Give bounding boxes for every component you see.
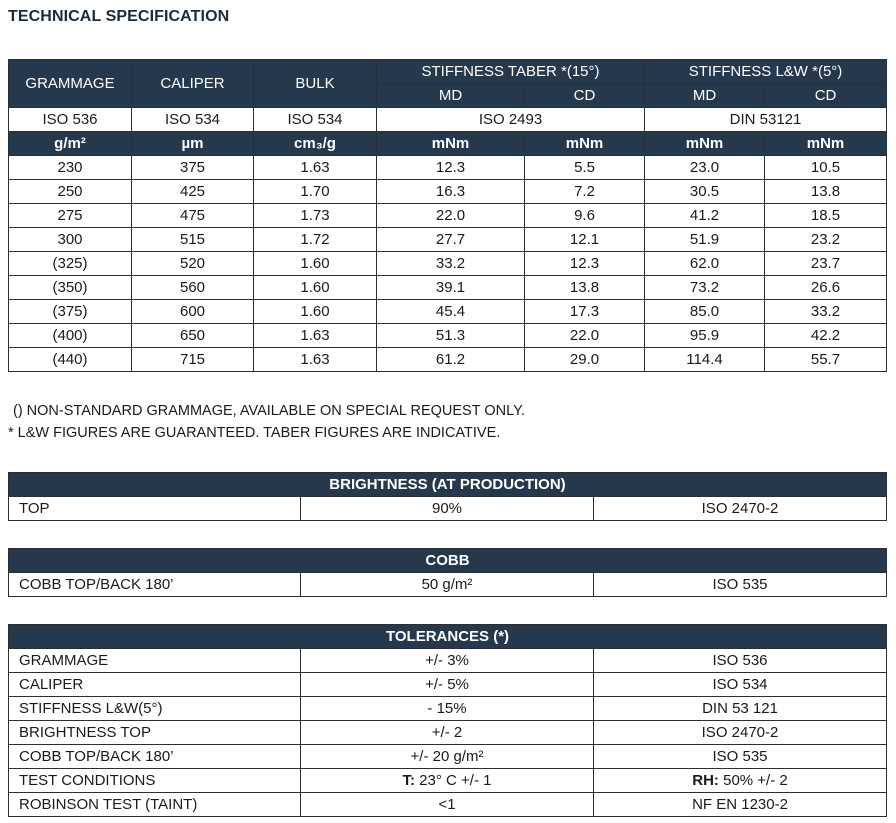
table-cell: 29.0 bbox=[525, 348, 645, 372]
tolerance-label: COBB TOP/BACK 180’ bbox=[9, 745, 301, 769]
standard-lw: DIN 53121 bbox=[645, 108, 887, 132]
robinson-label: ROBINSON TEST (TAINT) bbox=[9, 793, 301, 817]
table-row bbox=[9, 252, 887, 276]
unit-cell: mNm bbox=[645, 132, 765, 156]
table-row bbox=[9, 324, 887, 348]
header-lw-md: MD bbox=[645, 84, 765, 108]
table-cell: 230 bbox=[9, 156, 132, 180]
header-stiffness-taber: STIFFNESS TABER *(15°) bbox=[377, 60, 645, 84]
table-row bbox=[9, 180, 887, 204]
test-conditions-humidity bbox=[594, 769, 887, 793]
robinson-value: <1 bbox=[301, 793, 594, 817]
table-cell: 12.3 bbox=[377, 156, 525, 180]
robinson-standard: NF EN 1230-2 bbox=[594, 793, 887, 817]
humidity-label: RH: bbox=[692, 772, 719, 789]
table-cell: 250 bbox=[9, 180, 132, 204]
header-stiffness-lw: STIFFNESS L&W *(5°) bbox=[645, 60, 887, 84]
table-cell: 13.8 bbox=[765, 180, 887, 204]
standard-bulk: ISO 534 bbox=[254, 108, 377, 132]
table-cell: 45.4 bbox=[377, 300, 525, 324]
brightness-standard: ISO 2470-2 bbox=[594, 497, 887, 521]
cobb-label: COBB TOP/BACK 180’ bbox=[9, 573, 301, 597]
tolerance-value: +/- 3% bbox=[301, 649, 594, 673]
table-cell: (325) bbox=[9, 252, 132, 276]
tolerance-label: BRIGHTNESS TOP bbox=[9, 721, 301, 745]
table-cell: 62.0 bbox=[645, 252, 765, 276]
header-grammage: GRAMMAGE bbox=[9, 60, 132, 108]
table-cell: 7.2 bbox=[525, 180, 645, 204]
temperature-label: T: bbox=[402, 772, 416, 789]
table-cell: 12.1 bbox=[525, 228, 645, 252]
tolerance-label: CALIPER bbox=[9, 673, 301, 697]
table-cell: 715 bbox=[132, 348, 254, 372]
table-row bbox=[9, 673, 887, 697]
table-cell: 1.63 bbox=[254, 348, 377, 372]
table-row bbox=[9, 204, 887, 228]
table-cell: 51.3 bbox=[377, 324, 525, 348]
tolerance-standard: DIN 53 121 bbox=[594, 697, 887, 721]
table-cell: 600 bbox=[132, 300, 254, 324]
table-cell: 1.72 bbox=[254, 228, 377, 252]
cobb-table bbox=[8, 548, 887, 597]
table-row bbox=[9, 793, 887, 817]
standard-caliper: ISO 534 bbox=[132, 108, 254, 132]
tolerance-standard: ISO 535 bbox=[594, 745, 887, 769]
tolerance-standard: ISO 2470-2 bbox=[594, 721, 887, 745]
table-cell: 26.6 bbox=[765, 276, 887, 300]
unit-cell: mNm bbox=[377, 132, 525, 156]
table-cell: 18.5 bbox=[765, 204, 887, 228]
table-cell: 41.2 bbox=[645, 204, 765, 228]
table-row bbox=[9, 721, 887, 745]
table-cell: 22.0 bbox=[525, 324, 645, 348]
unit-cell: cm₃/g bbox=[254, 132, 377, 156]
page-title: TECHNICAL SPECIFICATION bbox=[8, 8, 230, 25]
test-conditions-label: TEST CONDITIONS bbox=[9, 769, 301, 793]
table-row bbox=[9, 745, 887, 769]
table-cell: 30.5 bbox=[645, 180, 765, 204]
table-cell: (350) bbox=[9, 276, 132, 300]
cobb-standard: ISO 535 bbox=[594, 573, 887, 597]
table-cell: 650 bbox=[132, 324, 254, 348]
header-taber-md: MD bbox=[377, 84, 525, 108]
table-cell: 1.60 bbox=[254, 276, 377, 300]
table-row bbox=[9, 228, 887, 252]
table-cell: 16.3 bbox=[377, 180, 525, 204]
table-cell: 17.3 bbox=[525, 300, 645, 324]
tolerance-standard: ISO 536 bbox=[594, 649, 887, 673]
table-cell: 39.1 bbox=[377, 276, 525, 300]
table-cell: 12.3 bbox=[525, 252, 645, 276]
table-cell: 1.70 bbox=[254, 180, 377, 204]
table-cell: 375 bbox=[132, 156, 254, 180]
table-row bbox=[9, 156, 887, 180]
tolerance-value: - 15% bbox=[301, 697, 594, 721]
unit-cell: mNm bbox=[765, 132, 887, 156]
brightness-title: BRIGHTNESS (AT PRODUCTION) bbox=[9, 473, 887, 497]
cobb-title: COBB bbox=[9, 549, 887, 573]
table-cell: (440) bbox=[9, 348, 132, 372]
table-cell: 33.2 bbox=[377, 252, 525, 276]
tolerances-table bbox=[8, 624, 887, 817]
table-row bbox=[9, 300, 887, 324]
table-cell: 1.63 bbox=[254, 324, 377, 348]
table-cell: 1.60 bbox=[254, 300, 377, 324]
table-row bbox=[9, 769, 887, 793]
unit-cell: mNm bbox=[525, 132, 645, 156]
table-cell: (400) bbox=[9, 324, 132, 348]
table-cell: (375) bbox=[9, 300, 132, 324]
table-cell: 275 bbox=[9, 204, 132, 228]
brightness-value: 90% bbox=[301, 497, 594, 521]
tolerances-title: TOLERANCES (*) bbox=[9, 625, 887, 649]
header-taber-cd: CD bbox=[525, 84, 645, 108]
humidity-value: 50% +/- 2 bbox=[718, 772, 788, 789]
notes bbox=[8, 400, 525, 444]
header-bulk: BULK bbox=[254, 60, 377, 108]
brightness-label: TOP bbox=[9, 497, 301, 521]
unit-cell: µm bbox=[132, 132, 254, 156]
table-cell: 520 bbox=[132, 252, 254, 276]
cobb-value: 50 g/m² bbox=[301, 573, 594, 597]
standard-grammage: ISO 536 bbox=[9, 108, 132, 132]
table-row bbox=[9, 573, 887, 597]
tolerance-value: +/- 2 bbox=[301, 721, 594, 745]
table-cell: 61.2 bbox=[377, 348, 525, 372]
note-guarantee: * L&W FIGURES ARE GUARANTEED. TABER FIGURES ARE INDICATIVE. bbox=[8, 425, 501, 441]
table-cell: 55.7 bbox=[765, 348, 887, 372]
table-cell: 425 bbox=[132, 180, 254, 204]
tolerance-label: GRAMMAGE bbox=[9, 649, 301, 673]
table-cell: 42.2 bbox=[765, 324, 887, 348]
brightness-table bbox=[8, 472, 887, 521]
test-conditions-temperature bbox=[301, 769, 594, 793]
table-cell: 475 bbox=[132, 204, 254, 228]
table-cell: 27.7 bbox=[377, 228, 525, 252]
table-row bbox=[9, 697, 887, 721]
table-cell: 114.4 bbox=[645, 348, 765, 372]
table-row bbox=[9, 497, 887, 521]
note-non-standard: () NON-STANDARD GRAMMAGE, AVAILABLE ON SPECIAL REQUEST ONLY. bbox=[13, 403, 525, 419]
table-cell: 1.63 bbox=[254, 156, 377, 180]
table-cell: 300 bbox=[9, 228, 132, 252]
table-row bbox=[9, 348, 887, 372]
table-cell: 23.7 bbox=[765, 252, 887, 276]
specification-table bbox=[8, 59, 887, 372]
table-cell: 95.9 bbox=[645, 324, 765, 348]
table-cell: 73.2 bbox=[645, 276, 765, 300]
table-row bbox=[9, 649, 887, 673]
unit-cell: g/m² bbox=[9, 132, 132, 156]
table-cell: 5.5 bbox=[525, 156, 645, 180]
table-cell: 515 bbox=[132, 228, 254, 252]
tolerance-standard: ISO 534 bbox=[594, 673, 887, 697]
table-cell: 10.5 bbox=[765, 156, 887, 180]
header-lw-cd: CD bbox=[765, 84, 887, 108]
standard-taber: ISO 2493 bbox=[377, 108, 645, 132]
header-caliper: CALIPER bbox=[132, 60, 254, 108]
table-cell: 13.8 bbox=[525, 276, 645, 300]
table-cell: 9.6 bbox=[525, 204, 645, 228]
tolerance-label: STIFFNESS L&W(5°) bbox=[9, 697, 301, 721]
table-cell: 1.73 bbox=[254, 204, 377, 228]
tolerance-value: +/- 5% bbox=[301, 673, 594, 697]
table-cell: 1.60 bbox=[254, 252, 377, 276]
table-cell: 33.2 bbox=[765, 300, 887, 324]
table-row bbox=[9, 276, 887, 300]
table-cell: 22.0 bbox=[377, 204, 525, 228]
table-cell: 85.0 bbox=[645, 300, 765, 324]
table-cell: 560 bbox=[132, 276, 254, 300]
table-cell: 23.0 bbox=[645, 156, 765, 180]
table-cell: 51.9 bbox=[645, 228, 765, 252]
tolerance-value: +/- 20 g/m² bbox=[301, 745, 594, 769]
temperature-value: 23° C +/- 1 bbox=[415, 772, 492, 789]
table-cell: 23.2 bbox=[765, 228, 887, 252]
